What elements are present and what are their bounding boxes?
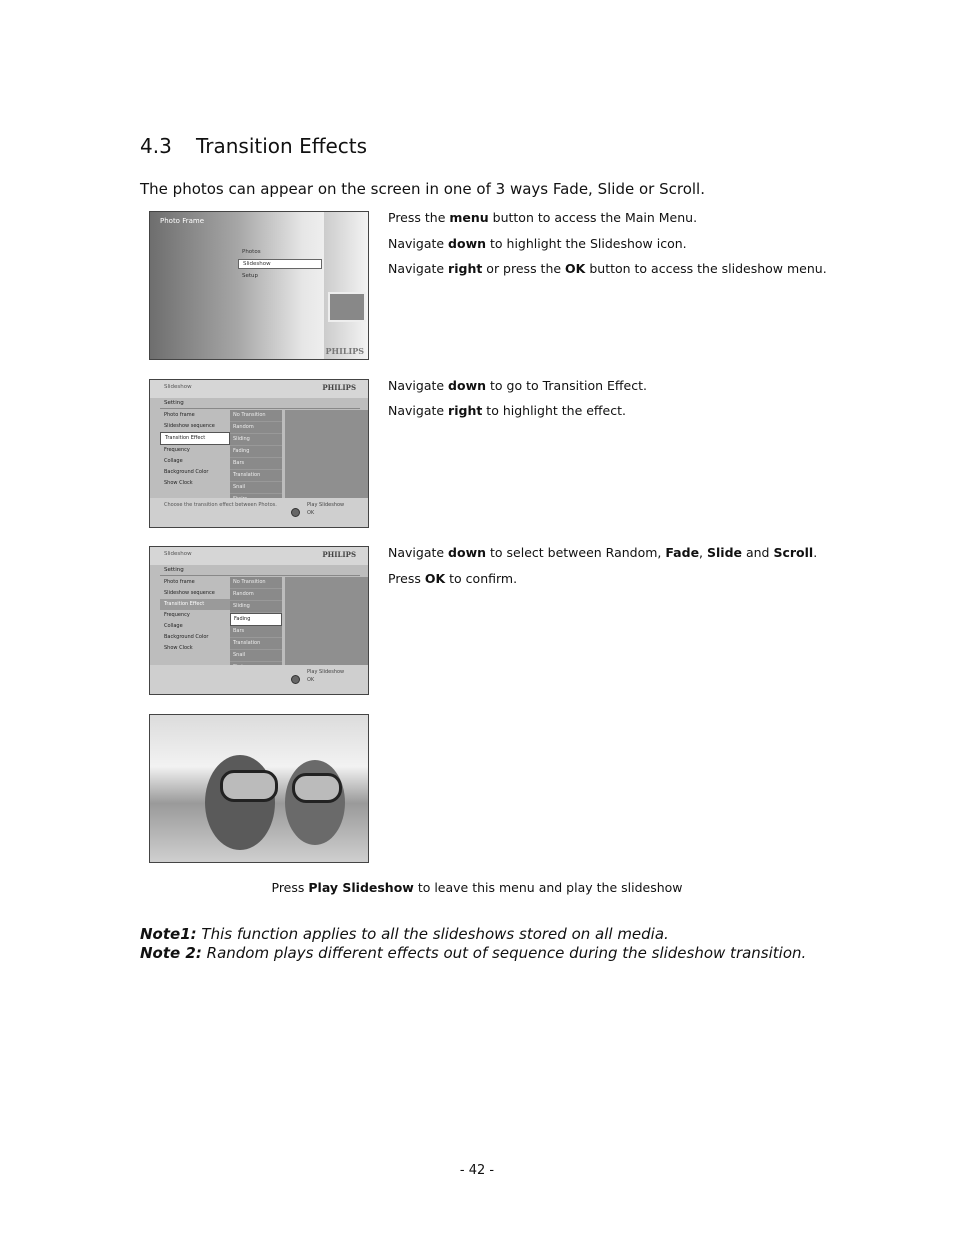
option-item: Fading [230, 613, 282, 626]
intro-paragraph: The photos can appear on the screen in one of 3 ways Fade, Slide or Scroll. [140, 180, 705, 198]
list-item: Photo frame [164, 579, 195, 585]
options-list [230, 410, 282, 506]
brand-logo: PHILIPS [325, 346, 364, 356]
brand-logo: PHILIPS [322, 550, 356, 559]
hint-text: Choose the transition effect between Photos. [164, 502, 277, 508]
note-1: Note1: This function applies to all the slideshows stored on all media. [140, 925, 669, 943]
divider [160, 575, 360, 576]
list-item: Slideshow sequence [164, 423, 215, 429]
option-item: Random [230, 422, 282, 434]
divider [160, 408, 360, 409]
list-item: Transition Effect [160, 432, 230, 445]
step-1c: Navigate right or press the OK button to access the slideshow menu. [388, 261, 827, 276]
breadcrumb: Slideshow [164, 551, 192, 557]
step-3b: Press OK to confirm. [388, 571, 518, 586]
list-item: Show Clock [164, 480, 193, 486]
menu-item-setup: Setup [242, 273, 259, 279]
list-item: Transition Effect [160, 599, 230, 610]
ok-button-icon [291, 675, 300, 684]
option-item: Translation [230, 470, 282, 482]
fading-select-screenshot [149, 546, 369, 695]
play-slideshow-label: Play Slideshow [307, 669, 345, 675]
list-item: Photo frame [164, 412, 195, 418]
brand-logo: PHILIPS [322, 383, 356, 392]
option-item: Snail [230, 650, 282, 662]
step-2b: Navigate right to highlight the effect. [388, 403, 626, 418]
caption: Press Play Slideshow to leave this menu and play the slideshow [271, 880, 683, 895]
icon-panel [324, 212, 369, 360]
submenu-title: Setting [164, 567, 184, 573]
ok-label: OK [307, 510, 315, 516]
screen-footer [150, 498, 368, 528]
submenu-title: Setting [164, 400, 184, 406]
list-item: Collage [164, 458, 183, 464]
diving-mask-right [292, 773, 342, 803]
option-item: Sliding [230, 601, 282, 613]
menu-item-slideshow: Slideshow [238, 259, 322, 269]
menu-item-photos: Photos [242, 249, 261, 255]
note-2: Note 2: Random plays different effects out of sequence during the slideshow transition. [140, 944, 807, 962]
preview-area [285, 577, 369, 665]
section-heading [140, 134, 367, 158]
section-number: 4.3 [140, 134, 172, 158]
option-item: No Transition [230, 410, 282, 422]
list-item: Slideshow sequence [164, 590, 215, 596]
breadcrumb: Slideshow [164, 384, 192, 390]
photo-frame-title: Photo Frame [160, 217, 205, 225]
options-list [230, 577, 282, 674]
list-item: Frequency [164, 612, 190, 618]
option-item: Bars [230, 458, 282, 470]
screen-header [150, 547, 368, 565]
play-slideshow-label: Play Slideshow [307, 502, 345, 508]
ok-label: OK [307, 677, 315, 683]
option-item: Translation [230, 638, 282, 650]
option-item: No Transition [230, 577, 282, 589]
transition-menu-screenshot [149, 379, 369, 528]
list-item: Show Clock [164, 645, 193, 651]
option-item: Fading [230, 446, 282, 458]
diving-mask-left [220, 770, 278, 802]
step-2a: Navigate down to go to Transition Effect. [388, 378, 647, 393]
section-title: Transition Effects [196, 134, 368, 158]
preview-area [285, 410, 369, 498]
list-item: Background Color [164, 634, 209, 640]
slideshow-photo [149, 714, 369, 863]
list-item: Collage [164, 623, 183, 629]
settings-list [160, 410, 230, 489]
slideshow-icon [328, 292, 366, 322]
list-item: Frequency [164, 447, 190, 453]
option-item: Bars [230, 626, 282, 638]
page-number: - 42 - [459, 1163, 495, 1178]
screen-footer [150, 665, 368, 695]
step-1b: Navigate down to highlight the Slideshow icon. [388, 236, 687, 251]
main-menu-screenshot [149, 211, 369, 360]
option-item: Random [230, 589, 282, 601]
ok-button-icon [291, 508, 300, 517]
list-item: Background Color [164, 469, 209, 475]
settings-list [160, 577, 230, 654]
step-1a: Press the menu button to access the Main Menu. [388, 210, 698, 225]
option-item: Snail [230, 482, 282, 494]
screen-header [150, 380, 368, 398]
step-3a: Navigate down to select between Random, Fade, Slide and Scroll. [388, 545, 818, 560]
option-item: Sliding [230, 434, 282, 446]
